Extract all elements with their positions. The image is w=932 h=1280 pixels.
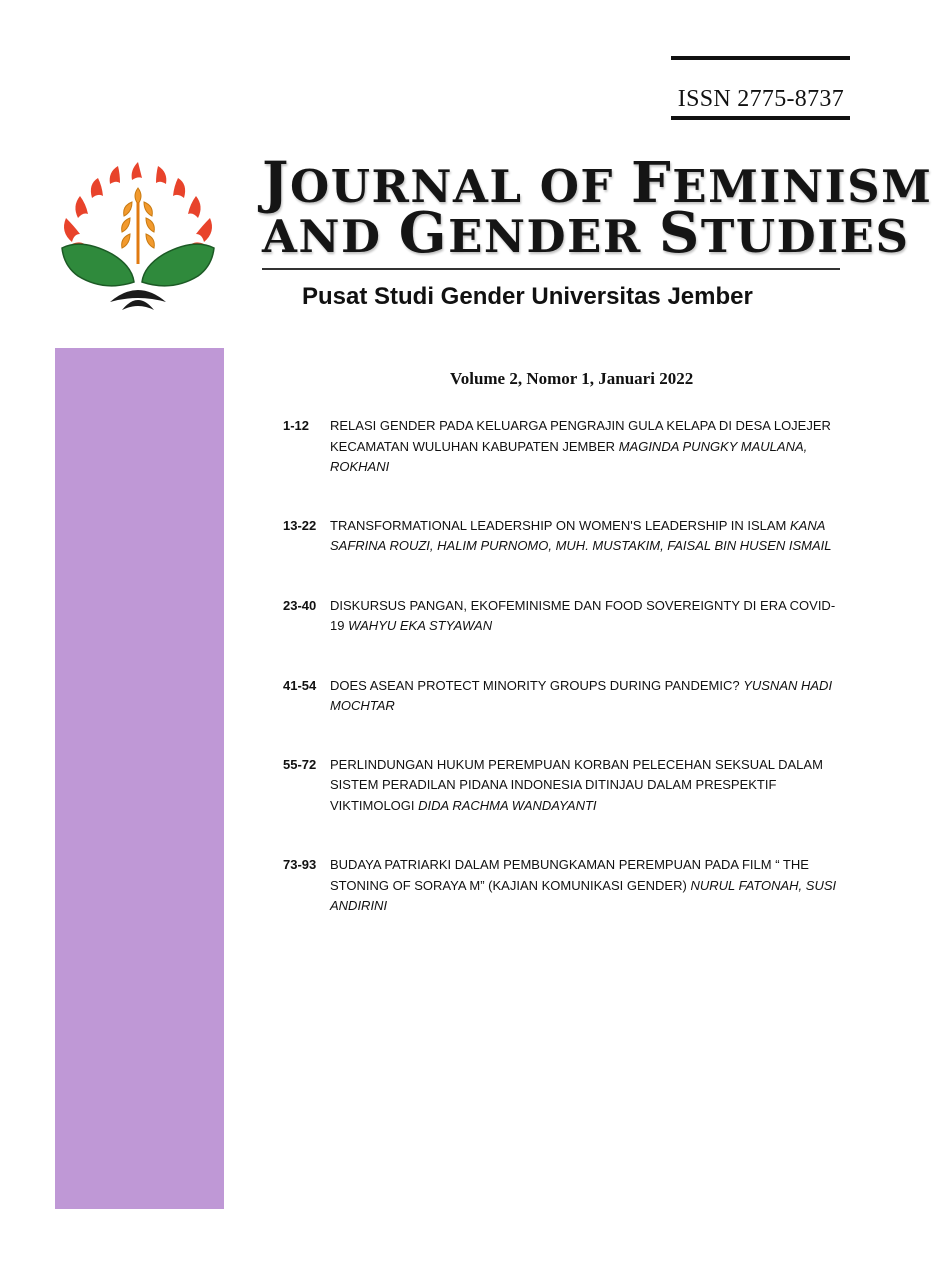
article-title: RELASI GENDER PADA KELUARGA PENGRAJIN GULA KELAPA DI DESA LOJEJER KECAMATAN WULUHAN KABUPATEN JEMBER xyxy=(330,418,831,454)
page-range: 1-12 xyxy=(283,418,310,433)
article-authors: DIDA RACHMA WANDAYANTI xyxy=(418,797,597,813)
toc-entry xyxy=(283,516,843,557)
article-title: PERLINDUNGAN HUKUM PEREMPUAN KORBAN PELECEHAN SEKSUAL DALAM SISTEM PERADILAN PIDANA INDONESIA DITINJAU DALAM PRESPEKTIF VIKTIMOLOGI xyxy=(330,756,823,813)
page-range: 73-93 xyxy=(283,857,317,872)
article-title: BUDAYA PATRIARKI DALAM PEMBUNGKAMAN PEREMPUAN PADA FILM “ THE STONING OF SORAYA M” (KAJIAN KOMUNIKASI GENDER) xyxy=(330,857,809,893)
article-title: TRANSFORMATIONAL LEADERSHIP ON WOMEN'S LEADERSHIP IN ISLAM xyxy=(330,517,787,533)
article-title: DOES ASEAN PROTECT MINORITY GROUPS DURING PANDEMIC? xyxy=(330,677,740,693)
toc-entry xyxy=(283,596,843,637)
university-logo xyxy=(52,152,224,324)
logo-roots xyxy=(110,290,166,310)
page-range: 23-40 xyxy=(283,597,317,613)
journal-title-line-1: JOURNAL OF FEMINISM xyxy=(262,150,932,216)
table-of-contents xyxy=(283,416,843,917)
toc-entry xyxy=(283,755,843,817)
issn: ISSN 2775-8737 xyxy=(677,86,844,112)
masthead xyxy=(262,150,932,310)
title-divider xyxy=(262,268,840,270)
article-authors: MAGINDA PUNGKY MAULANA, ROKHANI xyxy=(330,438,808,474)
issue-info: Volume 2, Nomor 1, Januari 2022 xyxy=(450,369,694,388)
page-range: 41-54 xyxy=(283,677,317,693)
toc-entry xyxy=(283,855,843,917)
article-authors: WAHYU EKA STYAWAN xyxy=(348,618,493,633)
publisher-name: Pusat Studi Gender Universitas Jember xyxy=(302,283,753,310)
toc-entry xyxy=(283,676,843,717)
journal-title-line-2: AND GENDER STUDIES xyxy=(262,200,910,266)
page-range: 13-22 xyxy=(283,517,317,533)
logo-rice-stalk xyxy=(122,188,155,264)
toc-entry xyxy=(283,416,843,478)
article-authors: KANA SAFRINA ROUZI, HALIM PURNOMO, MUH. MUSTAKIM, FAISAL BIN HUSEN ISMAIL xyxy=(330,517,832,553)
page-range: 55-72 xyxy=(283,756,317,772)
article-title: DISKURSUS PANGAN, EKOFEMINISME DAN FOOD SOVEREIGNTY DI ERA COVID-19 xyxy=(330,597,836,633)
article-authors: YUSNAN HADI MOCHTAR xyxy=(330,677,833,713)
decorative-side-bar xyxy=(55,348,224,1209)
article-authors: NURUL FATONAH, SUSI ANDIRINI xyxy=(330,877,837,913)
issn-box xyxy=(671,56,850,120)
